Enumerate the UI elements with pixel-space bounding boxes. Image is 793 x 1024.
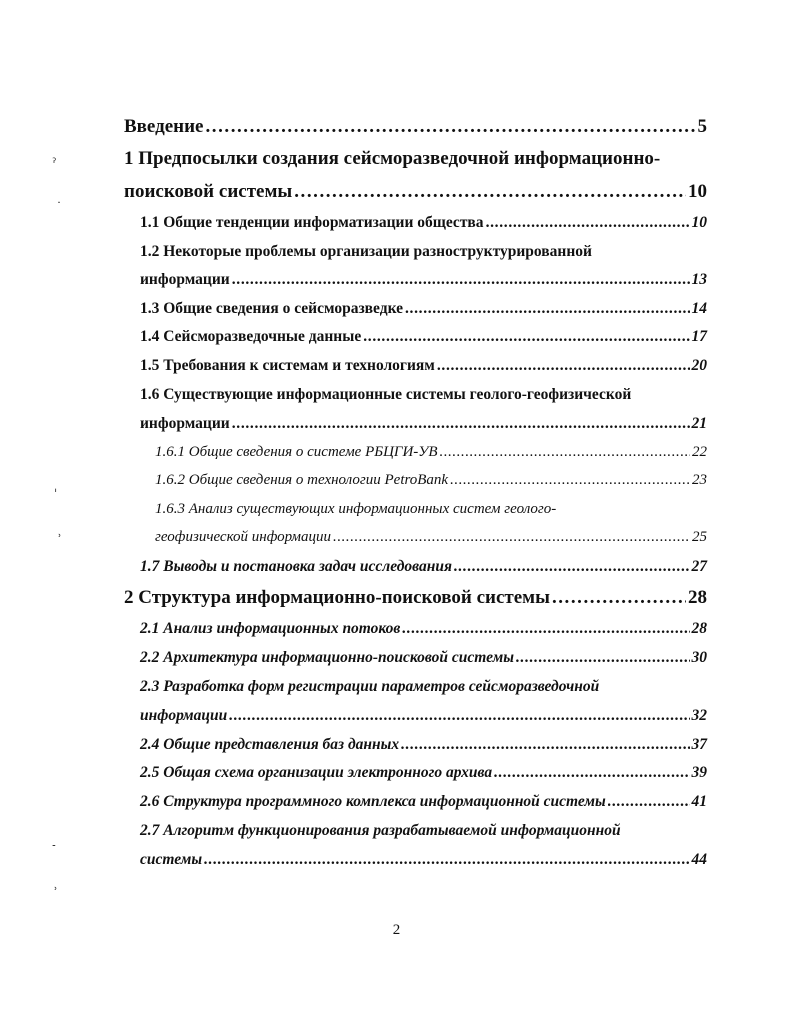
dot-leader [608,793,690,811]
toc-entry-page: 5 [697,116,707,137]
toc-entry-2-2 [140,649,707,667]
dot-leader [486,214,690,232]
dot-leader [229,707,689,725]
dot-leader [552,587,686,609]
dot-leader [363,328,689,346]
toc-entry-title: информации [140,707,228,724]
toc-entry-page: 30 [691,649,707,666]
toc-entry-ch1-line2 [124,181,707,203]
toc-entry-page: 28 [688,587,707,608]
scan-speck: ˗ [52,838,56,852]
toc-entry-1-1 [140,214,707,232]
toc-entry-title: 2.2 Архитектура информационно-поисковой системы [140,649,514,666]
dot-leader [450,472,690,489]
dot-leader [232,271,690,289]
toc-entry-1-4 [140,328,707,346]
toc-entry-page: 22 [692,444,707,460]
toc-entry-title: поисковой системы [124,181,293,202]
toc-entry-page: 44 [691,851,707,868]
toc-entry-intro [124,116,707,138]
toc-entry-title: Введение [124,116,204,137]
toc-entry-1-7 [140,558,707,576]
dot-leader [454,558,690,576]
toc-entry-title: информации [140,415,230,432]
toc-entry-title: 1.4 Сейсморазведочные данные [140,328,362,345]
page-number: 2 [392,922,401,938]
toc-entry-page: 14 [691,300,707,317]
toc-entry-page: 23 [692,472,707,488]
toc-entry-1-5 [140,357,707,375]
dot-leader [516,649,690,667]
toc-entry-page: 37 [691,736,707,753]
toc-entry-2-1 [140,620,707,638]
toc-entry-title: 2.4 Общие представления баз данных [140,736,400,753]
toc-entry-1-3 [140,300,707,318]
dot-leader [232,415,690,433]
dot-leader [494,764,689,782]
toc-entry-page: 20 [691,357,707,374]
toc-entry-2-6 [140,793,707,811]
toc-entry-page: 13 [691,271,707,288]
toc-entry-title: 1.6 Существующие информационные системы геолого-геофизической [140,386,632,403]
toc-entry-ch1-line1 [124,148,707,170]
dot-leader [401,736,689,754]
toc-entry-title: 2.5 Общая схема организации электронного архива [140,764,493,781]
toc-entry-title: 2 Структура информационно-поисковой системы [124,587,550,608]
dot-leader [440,444,690,461]
toc-entry-2-7-line2 [140,851,707,869]
toc-entry-title: 2.1 Анализ информационных потоков [140,620,401,637]
toc-entry-2-7-line1 [140,822,707,840]
toc-entry-ch2 [124,587,707,609]
toc-entry-page: 25 [692,529,707,545]
dot-leader [405,300,690,318]
toc-entry-2-3-line1 [140,678,707,696]
toc-entry-page: 41 [691,793,707,810]
toc-entry-1-2-line2 [140,271,707,289]
toc-entry-title: 1.6.2 Общие сведения о технологии PetroBank [155,472,449,488]
toc-entry-title: системы [140,851,203,868]
toc-entry-2-5 [140,764,707,782]
toc-entry-title: 1.2 Некоторые проблемы организации разноструктурированной [140,243,592,260]
toc-entry-2-4 [140,736,707,754]
dot-leader [437,357,690,375]
toc-entry-title: 1.1 Общие тенденции информатизации общества [140,214,484,231]
toc-entry-page: 10 [688,181,707,202]
toc-entry-page: 10 [691,214,707,231]
scan-speck: ˈ [54,487,58,501]
toc-entry-page: 21 [691,415,707,432]
toc-entry-page: 27 [691,558,707,575]
scan-speck: ˀ [52,156,57,170]
dot-leader [204,851,689,869]
toc-entry-page: 39 [691,764,707,781]
toc-entry-page: 17 [691,328,707,345]
dot-leader [294,181,686,203]
toc-entry-title: 1.6.1 Общие сведения о системе РБЦГИ-УВ [155,444,438,460]
toc-entry-title: 2.3 Разработка форм регистрации параметров сейсморазведочной [140,678,600,695]
toc-entry-1-6-line2 [140,415,707,433]
dot-leader [206,116,696,138]
toc-entry-2-3-line2 [140,707,707,725]
toc-entry-1-6-line1 [140,386,707,404]
toc-entry-1-6-1 [155,444,707,461]
toc-entry-page: 28 [691,620,707,637]
toc-entry-page: 32 [691,707,707,724]
toc-entry-1-6-2 [155,472,707,489]
dot-leader [402,620,689,638]
toc-entry-title: 1 Предпосылки создания сейсморазведочной информационно- [124,148,661,169]
scan-speck: ˙ [56,200,62,214]
toc-entry-1-2-line1 [140,243,707,261]
scan-speck: ˒ [58,529,62,543]
toc-entry-title: 1.7 Выводы и постановка задач исследования [140,558,452,575]
toc-entry-title: 2.7 Алгоритм функционирования разрабатываемой информационной [140,822,621,839]
toc-entry-1-6-3-line2 [155,529,707,546]
scan-speck: ˒ [54,882,58,896]
toc-entry-title: геофизической информации [155,529,332,545]
dot-leader [333,529,690,546]
toc-entry-title: 2.6 Структура программного комплекса информационной системы [140,793,606,810]
toc-entry-title: 1.3 Общие сведения о сейсморазведке [140,300,403,317]
toc-entry-title: 1.6.3 Анализ существующих информационных систем геолого- [155,501,557,517]
toc-entry-1-6-3-line1 [155,501,707,518]
toc-entry-title: информации [140,271,230,288]
toc-entry-title: 1.5 Требования к системам и технологиям [140,357,435,374]
